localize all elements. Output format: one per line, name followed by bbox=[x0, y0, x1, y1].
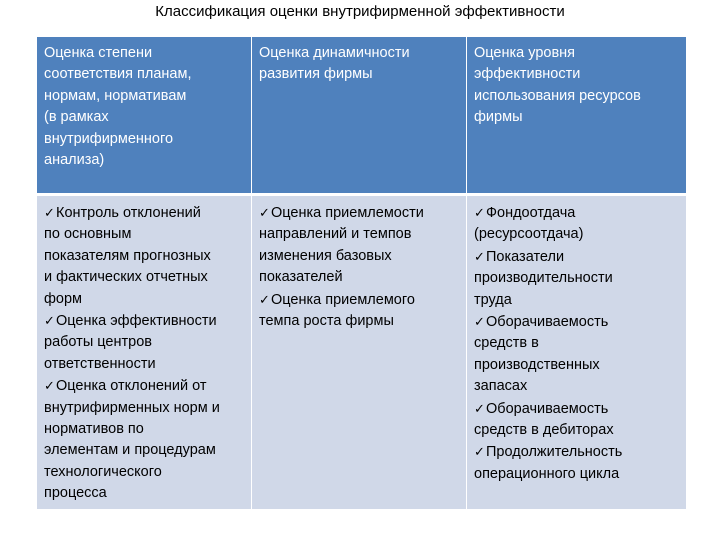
list-item-text: операционного цикла bbox=[474, 465, 620, 482]
list-item-text: производственных bbox=[474, 356, 600, 373]
header-line: (в рамках bbox=[44, 109, 109, 126]
list-item-continuation bbox=[44, 419, 245, 440]
list-item-text: показателей bbox=[259, 269, 343, 286]
list-item-continuation bbox=[44, 289, 245, 310]
header-line: фирмы bbox=[474, 109, 523, 126]
header-line: Оценка степени bbox=[44, 45, 153, 61]
checkmark-icon: ✓ bbox=[44, 313, 55, 329]
list-item-text: Оценка приемлемости bbox=[271, 205, 424, 221]
list-item-continuation bbox=[44, 483, 245, 504]
list-item-text: показателям прогнозных bbox=[44, 247, 211, 264]
list-item-text: процесса bbox=[44, 485, 107, 502]
list-item-text: работы центров bbox=[44, 334, 152, 351]
list-item-continuation bbox=[44, 354, 245, 375]
list-item-text: темпа роста фирмы bbox=[259, 313, 394, 330]
header-cell-resource-efficiency bbox=[467, 37, 687, 195]
list-item-text: Оценка отклонений от bbox=[56, 378, 207, 395]
list-item-text: по основным bbox=[44, 226, 132, 243]
list-item-text: Показатели bbox=[486, 248, 565, 265]
list-item bbox=[44, 202, 245, 224]
header-line: Оценка динамичности bbox=[259, 45, 410, 61]
checkmark-icon: ✓ bbox=[44, 378, 55, 394]
header-row bbox=[37, 37, 687, 195]
list-item-text: средств в дебиторах bbox=[474, 422, 614, 439]
header-line: использования ресурсов bbox=[474, 87, 641, 104]
list-item-text: труда bbox=[474, 291, 512, 308]
header-line: эффективности bbox=[474, 66, 581, 83]
checkmark-icon: ✓ bbox=[44, 205, 55, 220]
list-item-continuation bbox=[44, 462, 245, 483]
list-item-continuation bbox=[259, 224, 460, 245]
list-item-text: внутрифирменных норм и bbox=[44, 399, 220, 416]
list-item-continuation bbox=[474, 290, 680, 311]
list-item-continuation bbox=[474, 464, 680, 485]
list-item-text: ответственности bbox=[44, 355, 156, 372]
header-line: соответствия планам, bbox=[44, 66, 192, 83]
list-item-text: технологического bbox=[44, 463, 162, 480]
list-item-text: Фондоотдача bbox=[486, 205, 576, 221]
list-item bbox=[259, 289, 460, 311]
classification-table-container bbox=[36, 36, 686, 510]
list-item-text: и фактических отчетных bbox=[44, 269, 208, 286]
list-item-text: направлений и темпов bbox=[259, 226, 412, 243]
checkmark-icon: ✓ bbox=[474, 444, 485, 460]
list-item-text: Оборачиваемость bbox=[486, 314, 609, 331]
header-line: внутрифирменного bbox=[44, 130, 174, 147]
list-item-text: средств в bbox=[474, 335, 539, 352]
list-item-continuation bbox=[44, 246, 245, 267]
list-item-text: Контроль отклонений bbox=[56, 205, 201, 221]
list-item-continuation bbox=[474, 355, 680, 376]
list-item-text: нормативов по bbox=[44, 421, 144, 438]
list-item-text: запасах bbox=[474, 378, 528, 395]
checkmark-icon: ✓ bbox=[474, 205, 485, 220]
list-item bbox=[474, 441, 680, 463]
checkmark-icon: ✓ bbox=[474, 314, 485, 330]
checkmark-icon: ✓ bbox=[474, 400, 485, 416]
body-cell-plan-compliance bbox=[37, 195, 252, 510]
table-row bbox=[37, 195, 687, 510]
header-line: нормам, нормативам bbox=[44, 87, 187, 104]
list-item-text: производительности bbox=[474, 270, 613, 287]
list-item-continuation bbox=[44, 224, 245, 245]
header-cell-plan-compliance bbox=[37, 37, 252, 195]
list-item-continuation bbox=[474, 268, 680, 289]
body-cell-development-dynamics bbox=[252, 195, 467, 510]
list-item bbox=[474, 398, 680, 420]
header-cell-development-dynamics bbox=[252, 37, 467, 195]
body-cell-resource-efficiency bbox=[467, 195, 687, 510]
list-item bbox=[259, 202, 460, 224]
page-title: Классификация оценки внутрифирменной эффективности bbox=[155, 3, 565, 20]
list-item bbox=[474, 311, 680, 333]
list-item-continuation bbox=[44, 267, 245, 288]
list-item-continuation bbox=[259, 246, 460, 267]
list-item bbox=[474, 246, 680, 268]
list-item-continuation bbox=[259, 311, 460, 332]
list-item-continuation bbox=[44, 332, 245, 353]
checkmark-icon: ✓ bbox=[259, 291, 270, 307]
checkmark-icon: ✓ bbox=[474, 248, 485, 264]
list-item-text: элементам и процедурам bbox=[44, 442, 216, 459]
list-item-continuation bbox=[474, 333, 680, 354]
list-item-text: Оценка приемлемого bbox=[271, 291, 415, 308]
header-line: анализа) bbox=[44, 152, 105, 169]
list-item-continuation bbox=[44, 440, 245, 461]
list-item bbox=[474, 202, 680, 224]
header-line: Оценка уровня bbox=[474, 45, 576, 61]
list-item-text: (ресурсоотдача) bbox=[474, 226, 584, 243]
header-line: развития фирмы bbox=[259, 66, 373, 83]
list-item-continuation bbox=[474, 376, 680, 397]
list-item bbox=[44, 375, 245, 397]
list-item-text: Оценка эффективности bbox=[56, 313, 217, 330]
list-item-text: изменения базовых bbox=[259, 247, 392, 264]
list-item-continuation bbox=[474, 224, 680, 245]
list-item-continuation bbox=[259, 267, 460, 288]
list-item-text: Продолжительность bbox=[486, 444, 623, 461]
checkmark-icon: ✓ bbox=[259, 205, 270, 220]
list-item bbox=[44, 310, 245, 332]
list-item-continuation bbox=[474, 420, 680, 441]
list-item-continuation bbox=[44, 398, 245, 419]
list-item-text: Оборачиваемость bbox=[486, 400, 609, 417]
classification-table bbox=[36, 36, 687, 510]
list-item-text: форм bbox=[44, 290, 83, 307]
